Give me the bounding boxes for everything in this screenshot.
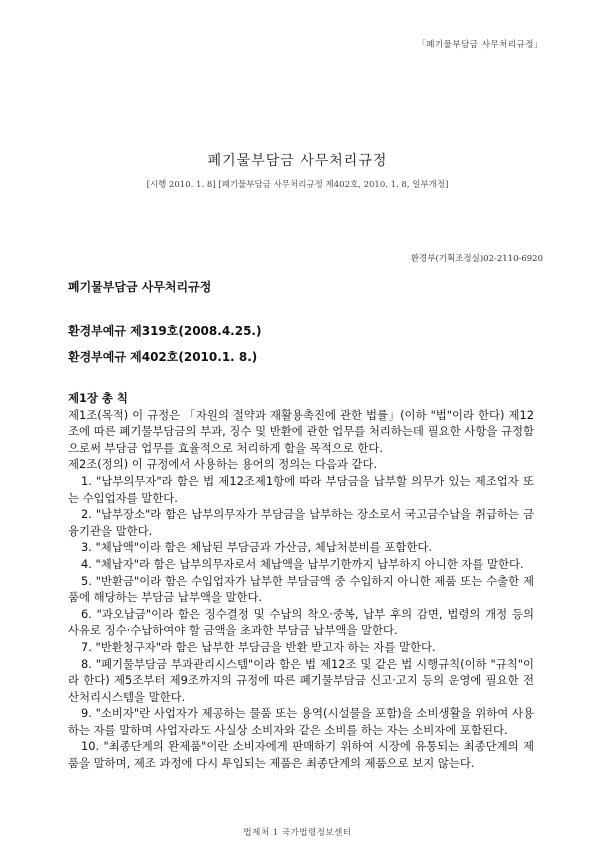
document-title: 폐기물부담금 사무처리규정 — [68, 280, 212, 294]
page-title: 폐기물부담금 사무처리규정 — [207, 153, 388, 169]
header-tag: 「폐기물부담금 사무처리규정」 — [417, 40, 543, 50]
article-2: 제2조(정의) 이 규정에서 사용하는 용어의 정의는 다음과 같다. — [68, 457, 378, 472]
definition-item: 9. "소비자"란 사업자가 제공하는 물품 또는 용역(시설물을 포함)을 소비생활을 위하여 사용하는 자를 말하며 사업자라도 사실상 소비자와 같은 소비를 하는 자는 소비자에 포함된다. — [68, 706, 534, 737]
article-1: 제1조(목적) 이 규정은 「자원의 절약과 재활용촉진에 관한 법률」(이하 "법"이라 한다) 제12조에 따른 폐기물부담금의 부과, 징수 및 반환에 관한 업무를 처리하는데 필요한 사항을 규정함으로써 부담금 업무를 효율적으로 처리하게 함을 목적으로 한다. — [68, 407, 534, 455]
document-body — [68, 390, 534, 772]
rule-history-2: 환경부예규 제402호(2010.1. 8.) — [68, 350, 258, 364]
definition-item: 4. "체납자"라 함은 납부의무자로서 체납액을 납부기한까지 납부하지 아니한 자를 말한다. — [81, 556, 524, 571]
definition-item: 1. "납부의무자"라 함은 법 제12조제1항에 따라 부담금을 납부할 의무가 있는 제조업자 또는 수입업자를 말한다. — [68, 473, 534, 505]
chapter-heading: 제1장 총 칙 — [68, 391, 128, 405]
definition-item: 7. "반환청구자"라 함은 납부한 부담금을 반환 받고자 하는 자를 말한다. — [81, 639, 436, 654]
rule-history-1: 환경부예규 제319호(2008.4.25.) — [68, 324, 262, 338]
definition-item: 8. "폐기물부담금 부과관리시스템"이라 함은 법 제12조 및 같은 법 시행규칙(이하 "규칙"이라 한다) 제5조부터 제9조까지의 규정에 따른 폐기물부담금 신고·고지 등의 운영에 필요한 전산처리시스템을 말한다. — [68, 656, 534, 704]
definition-item: 6. "과오납금"이라 함은 징수결정 및 수납의 착오·중복, 납부 후의 감면, 법령의 개정 등의 사유로 징수·수납하여야 할 금액을 초과한 부담금 납부액을 말한다. — [68, 606, 534, 638]
department-contact: 환경부(기획조정실)02-2110-6920 — [410, 254, 543, 264]
page-footer: 법제처 1 국가법령정보센터 — [243, 828, 352, 838]
definition-item: 2. "납부장소"라 함은 납부의무자가 부담금을 납부하는 장소로서 국고금수납을 취급하는 금융기관을 말한다. — [68, 507, 534, 538]
page-subtitle: [시행 2010. 1. 8] [폐기물부담금 사무처리규정 제402호, 2010. 1. 8, 일부개정] — [146, 180, 449, 190]
definition-item: 10. "최종단계의 완제품"이란 소비자에게 판매하기 위하여 시장에 유통되는 최종단계의 제품을 말하며, 제조 과정에 다시 투입되는 제품은 최종단계의 제품으로 보지 않는다. — [68, 739, 534, 771]
definition-item: 3. "체납액"이라 함은 체납된 부담금과 가산금, 체납처분비를 포함한다. — [81, 540, 433, 555]
definition-item: 5. "반환금"이라 함은 수입업자가 납부한 부담금액 중 수입하지 아니한 제품 또는 수출한 제품에 해당하는 부담금 납부액을 말한다. — [68, 573, 534, 605]
